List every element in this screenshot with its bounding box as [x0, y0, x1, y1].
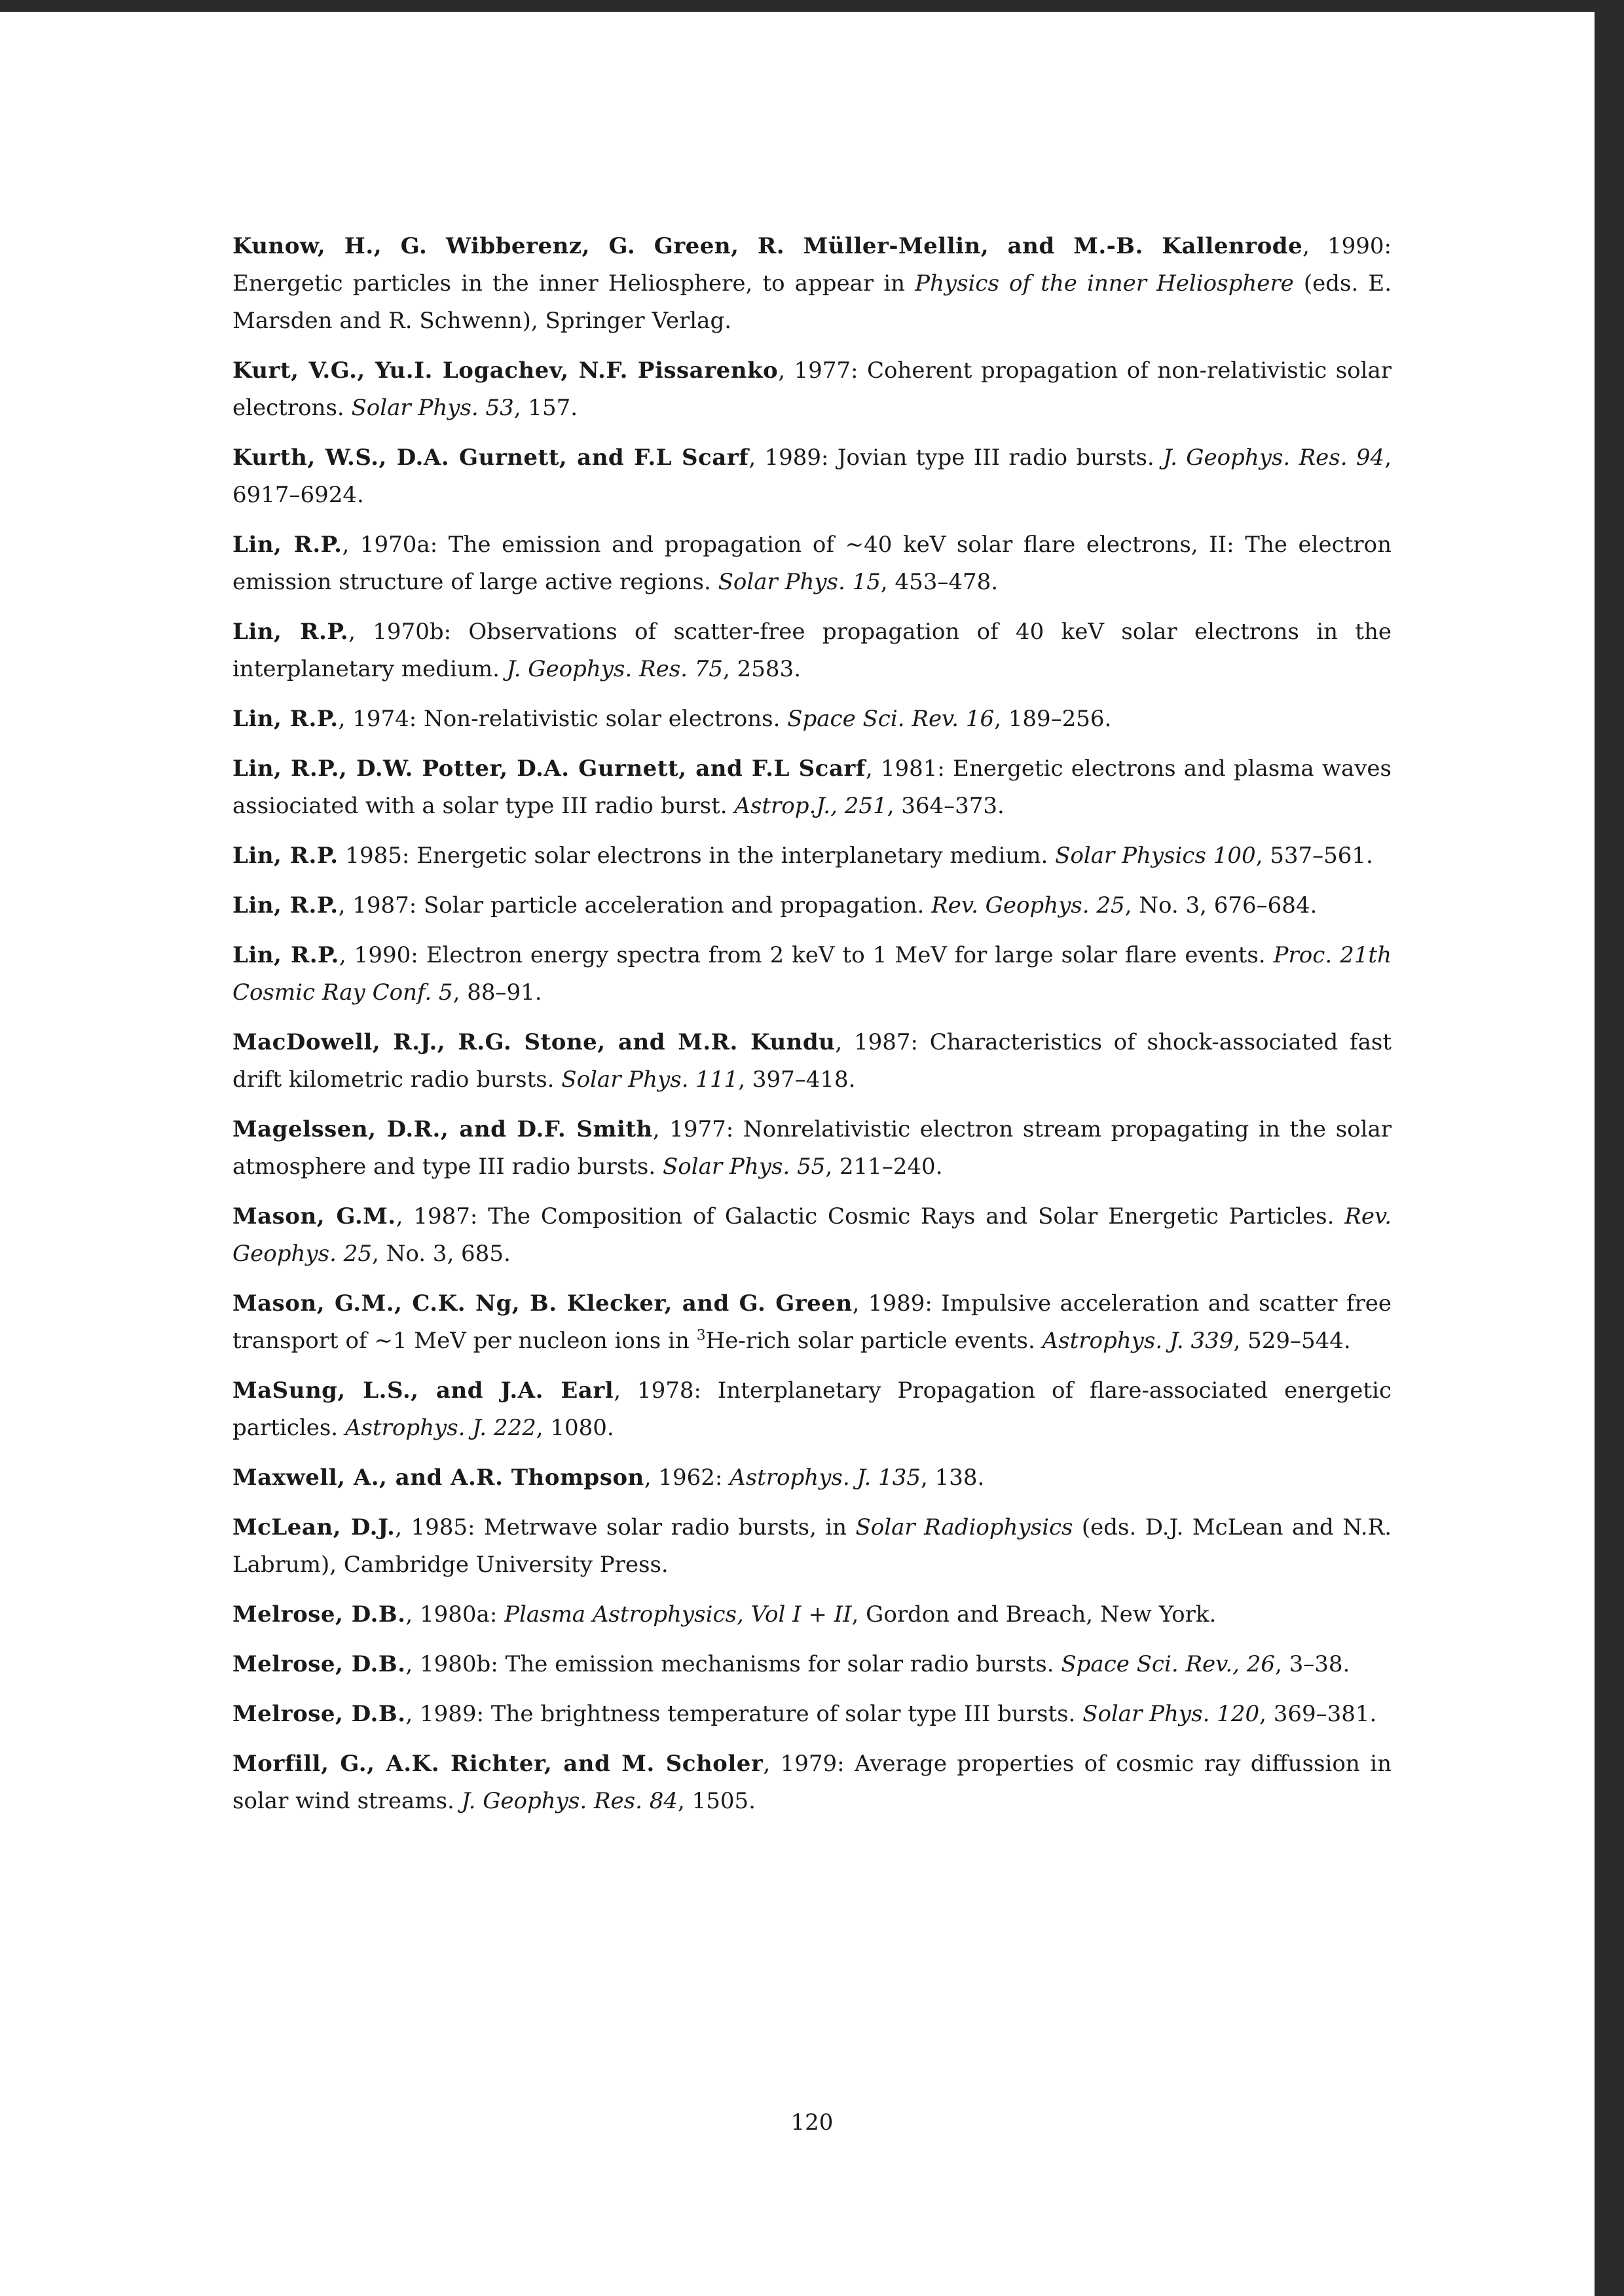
reference-text: , 3–38.	[1275, 1651, 1350, 1677]
reference-entry	[232, 1111, 1392, 1186]
reference-entry	[232, 1509, 1392, 1584]
reference-text: , 1977: Nonrelativistic electron stream propagating in the solar atmosphere and type III radio bursts.	[232, 1116, 1392, 1180]
reference-source: Solar Phys. 120	[1082, 1701, 1260, 1727]
reference-text: , 1970b: Observations of scatter-free propagation of 40 keV solar electrons in the interplanetary medium.	[232, 619, 1392, 682]
reference-source: Physics of the inner Heliosphere	[915, 270, 1294, 297]
reference-entry	[232, 228, 1392, 340]
reference-authors: Lin, R.P., D.W. Potter, D.A. Gurnett, and F.L Scarf	[232, 756, 866, 782]
reference-authors: Lin, R.P.	[232, 892, 339, 919]
reference-text: He-rich solar particle events.	[705, 1328, 1043, 1354]
reference-entry	[232, 887, 1392, 924]
reference-text: , 6917–6924.	[232, 445, 1392, 508]
reference-text: , 2583.	[723, 656, 801, 682]
reference-text: , 364–373.	[887, 793, 1005, 819]
reference-source: Space Sci. Rev. 16	[787, 706, 995, 732]
reference-authors: Melrose, D.B.	[232, 1651, 406, 1677]
reference-source: Astrop.J., 251	[734, 793, 887, 819]
reference-text: , 189–256.	[994, 706, 1112, 732]
reference-authors: Magelssen, D.R., and D.F. Smith	[232, 1116, 653, 1142]
reference-entry	[232, 1372, 1392, 1447]
reference-source: Solar Physics 100	[1055, 843, 1256, 869]
reference-text: , 537–561.	[1255, 843, 1373, 869]
reference-entry	[232, 1198, 1392, 1273]
reference-text: , 1080.	[536, 1415, 614, 1441]
reference-text: (eds. D.J. McLean and N.R. Labrum), Cambridge University Press.	[232, 1514, 1392, 1578]
reference-text: , 1978: Interplanetary Propagation of flare-associated energetic particles.	[232, 1377, 1392, 1441]
reference-authors: Lin, R.P.	[232, 843, 339, 869]
reference-entry	[232, 837, 1392, 875]
reference-text: , 1987: Characteristics of shock-associated fast drift kilometric radio bursts.	[232, 1029, 1392, 1093]
reference-entry	[232, 1285, 1392, 1360]
reference-source: Rev. Geophys. 25	[232, 1203, 1392, 1267]
reference-source: Astrophys. J. 135	[729, 1465, 921, 1491]
reference-authors: Mason, G.M.	[232, 1203, 396, 1230]
reference-text: , 211–240.	[825, 1154, 943, 1180]
reference-text: , 1985: Metrwave solar radio bursts, in	[395, 1514, 856, 1540]
reference-authors: Lin, R.P.	[232, 532, 342, 558]
reference-source: J. Geophys. Res. 94	[1163, 445, 1385, 471]
reference-authors: Kurth, W.S., D.A. Gurnett, and F.L Scarf	[232, 445, 749, 471]
reference-entry	[232, 701, 1392, 738]
reference-text: , 88–91.	[452, 979, 542, 1006]
reference-authors: Kunow, H., G. Wibberenz, G. Green, R. Müller-Mellin, and M.-B. Kallenrode	[232, 233, 1303, 259]
reference-text: , 138.	[920, 1465, 985, 1491]
reference-entry	[232, 750, 1392, 825]
reference-text: , 1981: Energetic electrons and plasma waves assiociated with a solar type III radio burst.	[232, 756, 1392, 819]
reference-entry	[232, 352, 1392, 427]
reference-source: Proc. 21th Cosmic Ray Conf. 5	[232, 942, 1392, 1006]
reference-text: 1985: Energetic solar electrons in the interplanetary medium.	[338, 843, 1056, 869]
reference-authors: Melrose, D.B.	[232, 1701, 406, 1727]
reference-text: , 1987: The Composition of Galactic Cosmic Rays and Solar Energetic Particles.	[396, 1203, 1345, 1230]
reference-authors: MacDowell, R.J., R.G. Stone, and M.R. Kundu	[232, 1029, 836, 1055]
reference-text: , 529–544.	[1233, 1328, 1351, 1354]
reference-text: , 1989: The brightness temperature of solar type III bursts.	[405, 1701, 1083, 1727]
reference-entry	[232, 1024, 1392, 1099]
reference-authors: Maxwell, A., and A.R. Thompson	[232, 1465, 644, 1491]
reference-authors: Lin, R.P.	[232, 942, 339, 968]
reference-entry	[232, 439, 1392, 514]
reference-authors: Kurt, V.G., Yu.I. Logachev, N.F. Pissarenko	[232, 357, 779, 384]
reference-source: J. Geophys. Res. 75	[506, 656, 724, 682]
reference-source: Astrophys. J. 339	[1042, 1328, 1234, 1354]
reference-source: Solar Phys. 55	[663, 1154, 826, 1180]
reference-list	[232, 228, 1392, 1832]
reference-text: , No. 3, 685.	[371, 1241, 511, 1267]
reference-text: , 1970a: The emission and propagation of ∼40 keV solar flare electrons, II: The electron emission structure of large active regions.	[232, 532, 1392, 595]
reference-entry	[232, 937, 1392, 1011]
reference-authors: Mason, G.M., C.K. Ng, B. Klecker, and G. Green	[232, 1290, 853, 1317]
reference-text: , 1989: Impulsive acceleration and scatter free transport of ∼1 MeV per nucleon ions in	[232, 1290, 1392, 1354]
reference-text: , 1979: Average properties of cosmic ray diffussion in solar wind streams.	[232, 1751, 1392, 1814]
reference-entry	[232, 526, 1392, 601]
reference-source: Astrophys. J. 222	[344, 1415, 536, 1441]
reference-authors: Morfill, G., A.K. Richter, and M. Scholer	[232, 1751, 764, 1777]
reference-text: , 1980a:	[405, 1601, 505, 1628]
reference-text: , 453–478.	[880, 569, 999, 595]
reference-text: , 369–381.	[1259, 1701, 1377, 1727]
reference-text: , 1987: Solar particle acceleration and propagation.	[338, 892, 932, 919]
reference-source: Plasma Astrophysics, Vol I + II	[504, 1601, 852, 1628]
reference-source: Solar Phys. 53	[351, 395, 514, 421]
reference-text: , 1974: Non-relativistic solar electrons.	[338, 706, 788, 732]
reference-entry	[232, 1745, 1392, 1820]
reference-text: , 1505.	[677, 1788, 756, 1814]
reference-source: J. Geophys. Res. 84	[461, 1788, 678, 1814]
reference-authors: MaSung, L.S., and J.A. Earl	[232, 1377, 614, 1404]
reference-superscript: 3	[696, 1327, 706, 1344]
reference-text: , 1962:	[644, 1465, 730, 1491]
reference-authors: Melrose, D.B.	[232, 1601, 406, 1628]
reference-source: Space Sci. Rev., 26	[1061, 1651, 1276, 1677]
reference-text: , 397–418.	[738, 1066, 856, 1093]
reference-text: , 157.	[513, 395, 578, 421]
reference-text: , 1990: Energetic particles in the inner Heliosphere, to appear in	[232, 233, 1392, 297]
reference-text: , 1990: Electron energy spectra from 2 keV to 1 MeV for large solar flare events.	[339, 942, 1274, 968]
reference-entry	[232, 1646, 1392, 1683]
reference-authors: McLean, D.J.	[232, 1514, 396, 1540]
reference-source: Solar Phys. 111	[561, 1066, 739, 1093]
page-number: 120	[790, 2109, 834, 2136]
reference-authors: Lin, R.P.	[232, 706, 339, 732]
reference-source: Solar Radiophysics	[855, 1514, 1073, 1540]
reference-source: Solar Phys. 15	[718, 569, 881, 595]
document-page	[0, 12, 1595, 2296]
reference-text: , 1980b: The emission mechanisms for solar radio bursts.	[405, 1651, 1061, 1677]
reference-entry	[232, 1696, 1392, 1733]
reference-text: (eds. E. Marsden and R. Schwenn), Springer Verlag.	[232, 270, 1392, 334]
reference-source: Rev. Geophys. 25	[931, 892, 1125, 919]
reference-text: , No. 3, 676–684.	[1124, 892, 1318, 919]
reference-text: , Gordon and Breach, New York.	[851, 1601, 1217, 1628]
reference-entry	[232, 1459, 1392, 1497]
reference-text: , 1989: Jovian type III radio bursts.	[748, 445, 1164, 471]
reference-authors: Lin, R.P.	[232, 619, 349, 645]
reference-entry	[232, 613, 1392, 688]
reference-entry	[232, 1596, 1392, 1633]
reference-text: , 1977: Coherent propagation of non-relativistic solar electrons.	[232, 357, 1392, 421]
